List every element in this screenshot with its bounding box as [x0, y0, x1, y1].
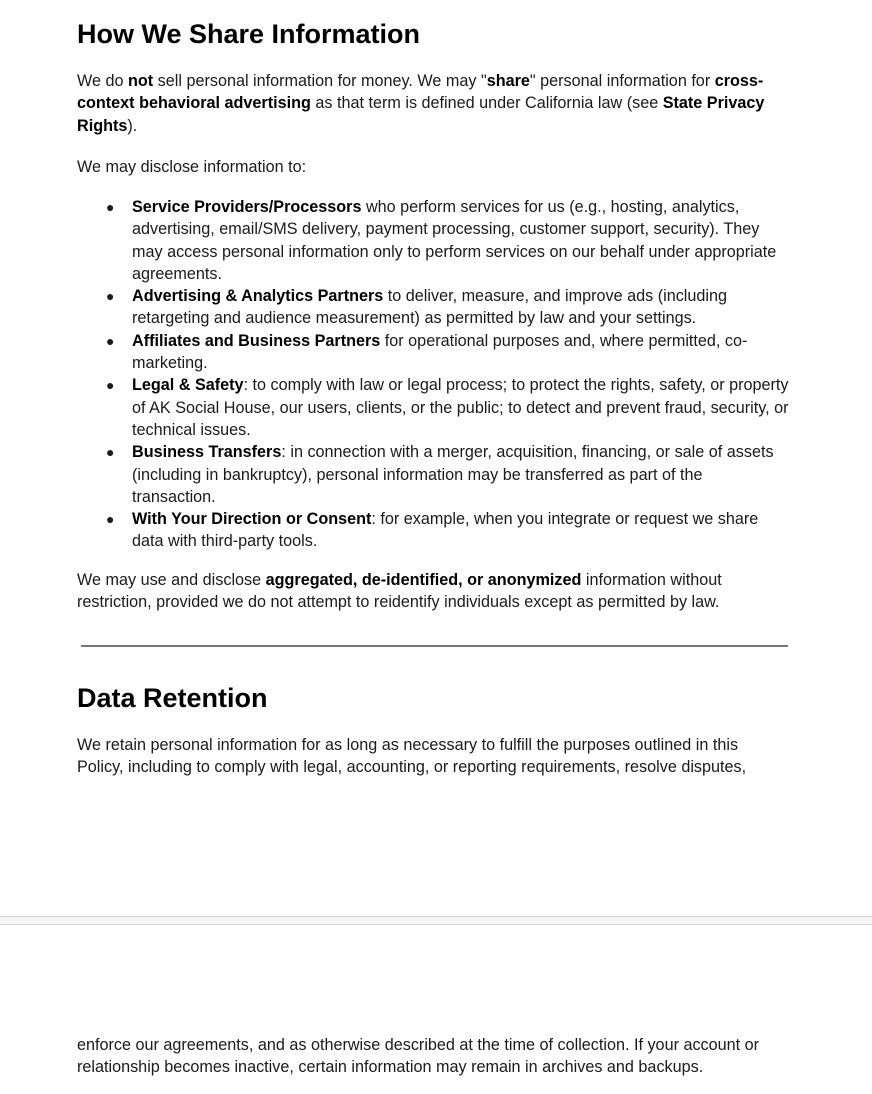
retention-paragraph-part2 — [77, 1034, 789, 1079]
bullet-icon: ● — [106, 511, 115, 528]
list-item — [77, 508, 789, 553]
disclose-lead-paragraph — [77, 156, 789, 178]
retention-paragraph-part1 — [77, 734, 789, 779]
aggregate-text: We may use and disclose — [77, 571, 266, 589]
retention-heading: Data Retention — [77, 683, 268, 713]
list-item-title: Business Transfers — [132, 443, 282, 462]
list-item-text: : for example, when you integrate or request we share data with third-party tools. — [132, 510, 759, 551]
list-item — [77, 330, 789, 375]
intro-bold-not: not — [128, 72, 154, 90]
list-item-title: With Your Direction or Consent — [132, 510, 372, 529]
disclosure-list — [77, 196, 789, 553]
intro-text: " personal information for — [529, 72, 715, 90]
state-privacy-rights-reference: State Privacy Rights — [77, 94, 765, 135]
list-item-text: for operational purposes and, where permitted, co-marketing. — [132, 331, 748, 373]
list-item-title: Legal & Safety — [132, 376, 244, 395]
bullet-icon: ● — [106, 332, 115, 349]
intro-bold-share: share — [486, 72, 530, 90]
retention-text: We retain personal information for as long as necessary to fulfill the purposes outlined in this Policy, including to comply with legal, accounting, or reporting requirements, resolve disputes, — [77, 736, 747, 777]
intro-text: sell personal information for money. We may " — [153, 72, 487, 90]
sharing-heading: How We Share Information — [77, 19, 421, 49]
aggregate-paragraph — [77, 569, 789, 614]
disclose-lead-text: We may disclose information to: — [77, 158, 307, 176]
list-item-text: who perform services for us (e.g., hosting, analytics, advertising, email/SMS delivery, payment processing, customer support, security). They may access personal information only to perform services on our behalf under appropriate agreements. — [132, 198, 777, 283]
section-divider — [81, 645, 788, 647]
intro-bold-cross-context: cross-context behavioral advertising — [77, 72, 764, 113]
sharing-section — [77, 18, 789, 50]
disclosure-list-wrapper — [77, 196, 789, 553]
intro-text: We do — [77, 72, 128, 90]
page-break — [0, 916, 872, 925]
list-item-title: Service Providers/Processors — [132, 198, 362, 216]
intro-text: as that term is defined under California law (see — [310, 94, 663, 113]
bullet-icon: ● — [106, 199, 115, 215]
document-page-2 — [0, 925, 872, 1094]
list-item — [77, 196, 789, 285]
aggregate-text: information without restriction, provided we do not attempt to reidentify individuals except as permitted by law. — [77, 571, 722, 612]
aggregate-bold: aggregated, de-identified, or anonymized — [265, 571, 582, 589]
intro-text: ). — [127, 116, 138, 135]
list-item — [77, 441, 789, 508]
list-item-title: Advertising & Analytics Partners — [132, 287, 384, 306]
list-item-text: to deliver, measure, and improve ads (including retargeting and audience measurement) as permitted by law and your settings. — [132, 287, 728, 328]
bullet-icon: ● — [106, 288, 115, 305]
sharing-intro-paragraph — [77, 70, 789, 137]
retention-section — [77, 682, 789, 714]
list-item — [77, 285, 789, 330]
list-item-text: : in connection with a merger, acquisition, financing, or sale of assets (including in bankruptcy), personal information may be transferred as part of the transaction. — [132, 443, 774, 506]
list-item-text: : to comply with law or legal process; to protect the rights, safety, or property of AK Social House, our users, clients, or the public; to detect and prevent fraud, security, or technical issues. — [132, 376, 789, 439]
bullet-icon: ● — [106, 444, 115, 461]
list-item-title: Affiliates and Business Partners — [132, 331, 381, 350]
list-item — [77, 374, 789, 441]
bullet-icon: ● — [106, 377, 115, 394]
retention-text-continued: enforce our agreements, and as otherwise described at the time of collection. If your account or relationship becomes inactive, certain information may remain in archives and backups. — [77, 1036, 760, 1077]
